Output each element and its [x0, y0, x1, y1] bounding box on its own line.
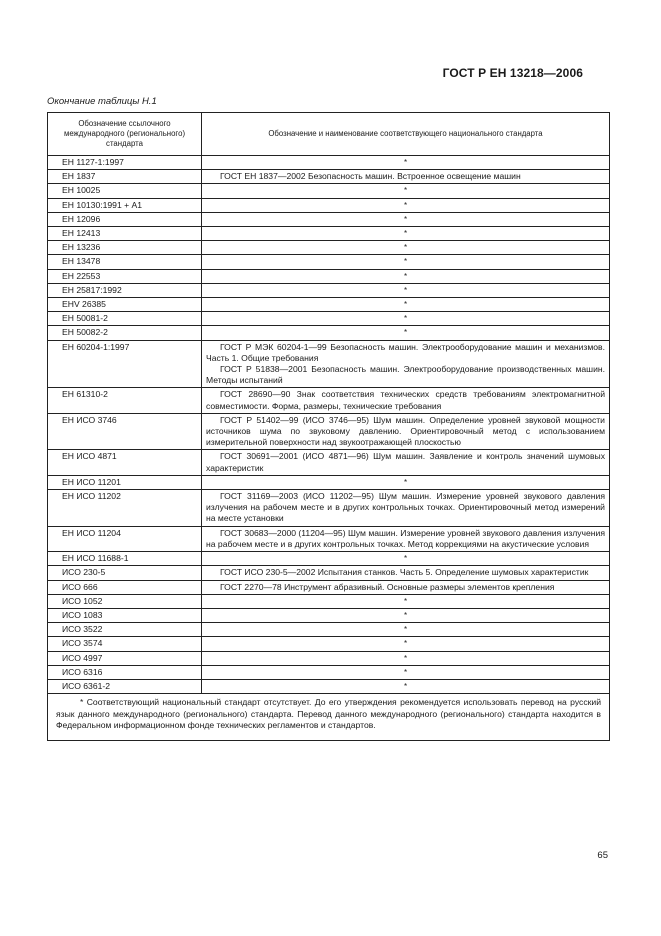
reference-standard-cell: ЕН 22553 — [48, 269, 202, 283]
reference-standard-cell: ИСО 4997 — [48, 651, 202, 665]
reference-standard-cell: ЕН 1127-1:1997 — [48, 156, 202, 170]
table-row — [48, 269, 610, 283]
national-standard-cell — [202, 170, 610, 184]
table-row — [48, 594, 610, 608]
reference-standard-cell: ИСО 6316 — [48, 665, 202, 679]
reference-standard-cell: ЕН ИСО 11688-1 — [48, 552, 202, 566]
national-standard-cell — [202, 490, 610, 527]
national-standard-cell: * — [202, 241, 610, 255]
table-row — [48, 170, 610, 184]
table-body — [48, 156, 610, 694]
reference-standard-cell: ИСО 1083 — [48, 608, 202, 622]
reference-standard-cell: ИСО 666 — [48, 580, 202, 594]
table-row — [48, 312, 610, 326]
national-standard-cell — [202, 413, 610, 450]
national-standard-text: ГОСТ 30691—2001 (ИСО 4871—96) Шум машин. Заявление и контроль значений шумовых характеристик — [206, 451, 605, 473]
table-row — [48, 413, 610, 450]
reference-standard-cell: ЕН 13236 — [48, 241, 202, 255]
national-standard-cell: * — [202, 156, 610, 170]
national-standard-cell: * — [202, 665, 610, 679]
national-standard-text: ГОСТ 30683—2000 (11204—95) Шум машин. Измерение уровней звукового давления излучения на рабочем месте и в других контрольных точках. Метод коррекциями на акустические условия — [206, 527, 605, 549]
table-row — [48, 156, 610, 170]
table-row — [48, 475, 610, 489]
reference-standard-cell: ИСО 6361-2 — [48, 679, 202, 693]
reference-standard-cell: ЕН 13478 — [48, 255, 202, 269]
national-standard-text: ГОСТ ИСО 230-5—2002 Испытания станков. Часть 5. Определение шумовых характеристик — [220, 567, 589, 578]
national-standard-cell: * — [202, 679, 610, 693]
table-row — [48, 552, 610, 566]
reference-standard-cell: ЕН 10025 — [48, 184, 202, 198]
national-standard-text: ГОСТ Р 51402—99 (ИСО 3746—95) Шум машин. Определение уровней звуковой мощности источников шума по звуковому давлению. Ориентировочный метод с использованием измерительной поверхности над звукоотражающей плоскостью — [206, 414, 605, 448]
table-row — [48, 490, 610, 527]
national-standard-cell — [202, 566, 610, 580]
table-row — [48, 566, 610, 580]
table-row — [48, 198, 610, 212]
document-code: ГОСТ Р ЕН 13218—2006 — [442, 66, 583, 80]
table-row — [48, 212, 610, 226]
national-standard-text: ГОСТ Р МЭК 60204-1—99 Безопасность машин. Электрооборудование машин и механизмов. Часть 1. Общие требования — [206, 341, 605, 363]
page-number: 65 — [597, 850, 608, 861]
column-header-national: Обозначение и наименование соответствующего национального стандарта — [202, 113, 610, 156]
national-standard-text: ГОСТ 31169—2003 (ИСО 11202—95) Шум машин. Измерение уровней звукового давления излучения на рабочем месте и в других контрольных точках. Ориентировочный метод измерений на месте установки — [206, 491, 605, 524]
table-header-row — [48, 113, 610, 156]
national-standard-cell: * — [202, 637, 610, 651]
national-standard-cell — [202, 340, 610, 388]
national-standard-cell — [202, 580, 610, 594]
national-standard-cell: * — [202, 312, 610, 326]
national-standard-cell: * — [202, 227, 610, 241]
table-row — [48, 623, 610, 637]
reference-standard-cell: ЕН ИСО 11204 — [48, 526, 202, 551]
reference-standard-cell: ЕН 50081-2 — [48, 312, 202, 326]
table-row — [48, 298, 610, 312]
table-row — [48, 340, 610, 388]
table-row — [48, 608, 610, 622]
national-standard-cell: * — [202, 198, 610, 212]
reference-standard-cell: ИСО 230-5 — [48, 566, 202, 580]
table-row — [48, 637, 610, 651]
reference-standard-cell: ЕН ИСО 11201 — [48, 475, 202, 489]
reference-standard-cell: ЕН ИСО 3746 — [48, 413, 202, 450]
table-row — [48, 651, 610, 665]
national-standard-cell — [202, 388, 610, 413]
table-row — [48, 255, 610, 269]
national-standard-cell: * — [202, 608, 610, 622]
standards-table — [47, 112, 610, 741]
reference-standard-cell: ЕН 12413 — [48, 227, 202, 241]
reference-standard-cell: EHV 26385 — [48, 298, 202, 312]
reference-standard-cell: ЕН 25817:1992 — [48, 283, 202, 297]
table-row — [48, 283, 610, 297]
reference-standard-cell: ИСО 3522 — [48, 623, 202, 637]
table-row — [48, 241, 610, 255]
national-standard-text: ГОСТ ЕН 1837—2002 Безопасность машин. Встроенное освещение машин — [220, 171, 521, 182]
national-standard-text: ГОСТ 2270—78 Инструмент абразивный. Основные размеры элементов крепления — [220, 581, 555, 592]
national-standard-cell: * — [202, 298, 610, 312]
table-footnote: * Соответствующий национальный стандарт отсутствует. До его утверждения рекомендуется использовать перевод на русский язык данного международного (регионального) стандарта. Перевод данного международного (регионального) стандарта находится в Федеральном информационном фонде технических регламентов и стандартов. — [48, 694, 610, 741]
national-standard-text: ГОСТ 28690—90 Знак соответствия технических средств требованиям электромагнитной совместимости. Форма, размеры, технические требования — [206, 389, 605, 411]
reference-standard-cell: ЕН 50082-2 — [48, 326, 202, 340]
table-row — [48, 326, 610, 340]
table-row — [48, 227, 610, 241]
table-caption: Окончание таблицы Н.1 — [47, 96, 157, 107]
national-standard-cell: * — [202, 269, 610, 283]
national-standard-cell: * — [202, 326, 610, 340]
table-row — [48, 450, 610, 475]
footnote-row — [48, 694, 610, 741]
table-row — [48, 665, 610, 679]
reference-standard-cell: ЕН 1837 — [48, 170, 202, 184]
reference-standard-cell: ЕН 10130:1991 + A1 — [48, 198, 202, 212]
national-standard-cell: * — [202, 255, 610, 269]
national-standard-cell: * — [202, 184, 610, 198]
national-standard-cell: * — [202, 594, 610, 608]
national-standard-cell: * — [202, 552, 610, 566]
national-standard-cell: * — [202, 283, 610, 297]
table-row — [48, 679, 610, 693]
table-row — [48, 388, 610, 413]
table-row — [48, 526, 610, 551]
national-standard-cell — [202, 450, 610, 475]
column-header-reference: Обозначение ссылочного международного (регионального) стандарта — [48, 113, 202, 156]
reference-standard-cell: ЕН 12096 — [48, 212, 202, 226]
table-row — [48, 580, 610, 594]
table-row — [48, 184, 610, 198]
reference-standard-cell: ЕН ИСО 4871 — [48, 450, 202, 475]
national-standard-cell: * — [202, 475, 610, 489]
reference-standard-cell: ЕН 60204-1:1997 — [48, 340, 202, 388]
national-standard-cell: * — [202, 651, 610, 665]
reference-standard-cell: ИСО 3574 — [48, 637, 202, 651]
reference-standard-cell: ЕН 61310-2 — [48, 388, 202, 413]
national-standard-cell: * — [202, 623, 610, 637]
national-standard-text: ГОСТ Р 51838—2001 Безопасность машин. Электрооборудование производственных машин. Методы испытаний — [206, 364, 605, 386]
national-standard-cell: * — [202, 212, 610, 226]
reference-standard-cell: ЕН ИСО 11202 — [48, 490, 202, 527]
national-standard-cell — [202, 526, 610, 551]
reference-standard-cell: ИСО 1052 — [48, 594, 202, 608]
